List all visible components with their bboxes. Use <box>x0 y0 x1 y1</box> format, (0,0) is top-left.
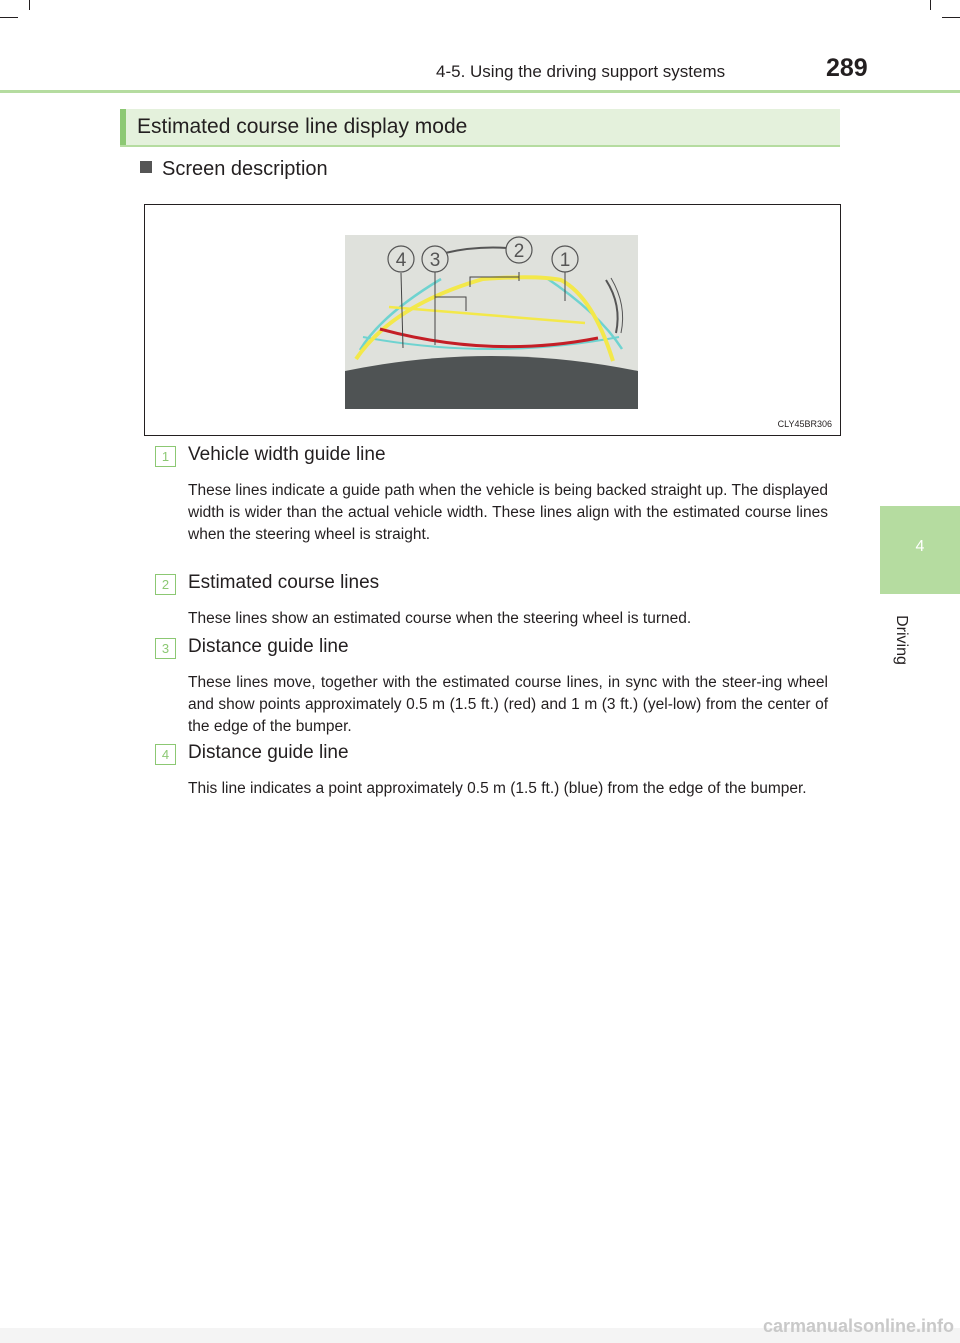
watermark: carmanualsonline.info <box>762 1316 954 1336</box>
crop-mark <box>0 17 18 18</box>
item-title: Estimated course lines <box>188 572 380 593</box>
item-description: These lines show an estimated course when the steering wheel is turned. <box>188 610 692 627</box>
subheading-text: Screen description <box>162 158 328 180</box>
callout-number-2: 2 <box>513 241 525 262</box>
callout-number-4: 4 <box>395 250 407 271</box>
header-rule <box>0 90 960 93</box>
camera-screen-figure <box>144 204 841 436</box>
section-title-text: Estimated course line display mode <box>137 115 468 138</box>
chapter-number: 4 <box>915 538 925 555</box>
section-title-accent <box>120 109 126 145</box>
item-number-badge: 2 <box>155 574 176 595</box>
callout-number-3: 3 <box>429 250 441 271</box>
section-title <box>120 109 840 147</box>
subheading <box>140 158 328 181</box>
item-title: Distance guide line <box>188 742 349 763</box>
chapter-label <box>893 605 909 675</box>
crop-mark <box>29 0 30 10</box>
figure-code: CLY45BR306 <box>777 419 832 429</box>
chapter-label-text: Driving <box>893 615 910 665</box>
camera-screen-illustration <box>145 205 840 435</box>
item-description: This line indicates a point approximately 0.5 m (1.5 ft.) (blue) from the edge of the bumper. <box>188 780 807 797</box>
item-title: Vehicle width guide line <box>188 444 386 465</box>
callout-number-1: 1 <box>559 250 571 271</box>
item-number-badge: 3 <box>155 638 176 659</box>
crop-mark <box>942 17 960 18</box>
header-section: 4-5. Using the driving support systems <box>436 62 726 81</box>
item-number-badge: 1 <box>155 446 176 467</box>
item-description: These lines indicate a guide path when the vehicle is being backed straight up. The displayed width is wider than the actual vehicle width. These lines align with the estimated course lines when the steering wheel is straight. <box>188 482 828 543</box>
square-bullet-icon <box>140 161 152 173</box>
item-title: Distance guide line <box>188 636 349 657</box>
page-number: 289 <box>826 54 868 82</box>
crop-mark <box>930 0 931 10</box>
item-number-badge: 4 <box>155 744 176 765</box>
item-description: These lines move, together with the estimated course lines, in sync with the steer-ing wheel and show points approximately 0.5 m (1.5 ft.) (red) and 1 m (3 ft.) (yel-low) from the center of the edge of the bumper. <box>188 674 828 735</box>
bumper <box>345 356 638 409</box>
